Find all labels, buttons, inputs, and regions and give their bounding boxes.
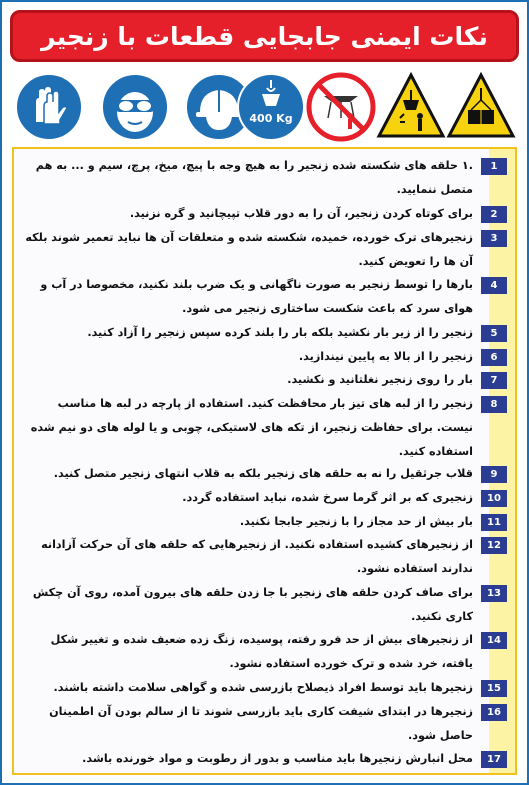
item-number: 6 [481,349,507,366]
load-capacity-icon [236,72,306,142]
title-banner [10,10,519,62]
item-text: زنجیر را از لبه های تیز بار محافظت کنید. استفاده از پارچه در لبه ها مناسب نیست. برای حفاظت زنجیر، از تکه های لاستیکی، چوبی و یا لوله های دو نیم شده استفاده کنید. [30,397,473,458]
item-number: 4 [481,277,507,294]
item-text: .۱ حلقه های شکسته شده زنجیر را به هیچ وجه با پیچ، میخ، پرچ، سیم و ... به هم متصل ننمایید. [35,159,473,196]
list-item [22,700,507,748]
item-number: 15 [481,680,507,697]
list-item [22,392,507,464]
item-text: قلاب جرثقیل را نه به حلقه های زنجیر بلکه به قلاب انتهای زنجیر متصل کنید. [53,467,473,480]
item-number: 9 [481,466,507,483]
list-item [22,273,507,321]
item-text: زنجیر را از زیر بار نکشید بلکه بار را بلند کرده سپس زنجیر را آزاد کنید. [87,326,473,339]
rules-list [12,147,517,775]
item-text: از زنجیرهای بیش از حد فرو رفته، پوسیده، زنگ زده ضعیف شده و تغییر شکل یافته، خرد شده و ترک خورده استفاده نشود. [50,633,473,670]
list-item [22,628,507,676]
falling-load-warning-icon [376,72,446,142]
item-text: زنجیرها در ابتدای شیفت کاری باید بازرسی شوند تا از سالم بودن آن اطمینان حاصل شود. [49,705,473,742]
pictogram-row [14,72,515,142]
item-number: 17 [481,751,507,768]
item-text: بار بیش از حد مجاز را با زنجیر جابجا نکنید. [239,515,473,528]
item-number: 2 [481,206,507,223]
item-number: 1 [481,158,507,175]
item-number: 16 [481,704,507,721]
item-text: برای کوتاه کردن زنجیر، آن را به دور قلاب تپیچانید و گره نزنید. [129,207,473,220]
capacity-label: 400 Kg [249,112,293,125]
list-item [22,345,507,369]
list-item [22,510,507,534]
gloves-icon [14,72,84,142]
item-number: 10 [481,490,507,507]
list-item [22,368,507,392]
item-number: 13 [481,585,507,602]
list-item [22,202,507,226]
list-item [22,462,507,486]
suspended-load-warning-icon [446,72,516,142]
item-text: بارها را توسط زنجیر به صورت ناگهانی و یک ضرب بلند نکنید، مخصوصا در آب و هوای سرد که باعث شکست ساختاری زنجیر می شود. [40,278,473,315]
list-item [22,321,507,345]
item-text: زنجیری که بر اثر گرما سرخ شده، نباید استفاده گردد. [182,491,473,504]
item-text: بار را روی زنجیر نغلتانید و نکشید. [287,373,473,386]
item-number: 14 [481,632,507,649]
item-text: برای صاف کردن حلقه های زنجیر با جا زدن حلقه های بیرون آمده، روی آن چکش کاری نکنید. [32,586,473,623]
item-number: 12 [481,537,507,554]
list-item [22,747,507,771]
item-number: 11 [481,514,507,531]
goggles-icon [100,72,170,142]
item-number: 5 [481,325,507,342]
list-item [22,154,507,202]
list-item [22,226,507,274]
item-text: زنجیرها باید توسط افراد ذیصلاح بازرسی شده و گواهی سلامت داشته باشند. [53,681,473,694]
sign-title: نکات ایمنی جابجایی قطعات با زنجیر [41,21,488,51]
item-text: زنجیرهای ترک خورده، خمیده، شکسته شده و متعلقات آن ها نباید تعمیر شوند بلکه آن ها را تعویض کنید. [25,231,473,268]
list-item [22,486,507,510]
list-item [22,533,507,581]
item-text: محل انبارش زنجیرها باید مناسب و بدور از رطوبت و مواد خورنده باشد. [82,752,473,765]
item-number: 7 [481,372,507,389]
list-item [22,676,507,700]
item-number: 8 [481,396,507,413]
list-item [22,581,507,629]
item-number: 3 [481,230,507,247]
no-standing-under-load-icon [306,72,376,142]
item-text: زنجیر را از بالا به پایین نیندازید. [298,350,473,363]
item-text: از زنجیرهای کشیده استفاده نکنید. از زنجیرهایی که حلقه های آن حرکت آزادانه ندارند استفاده نشود. [41,538,473,575]
